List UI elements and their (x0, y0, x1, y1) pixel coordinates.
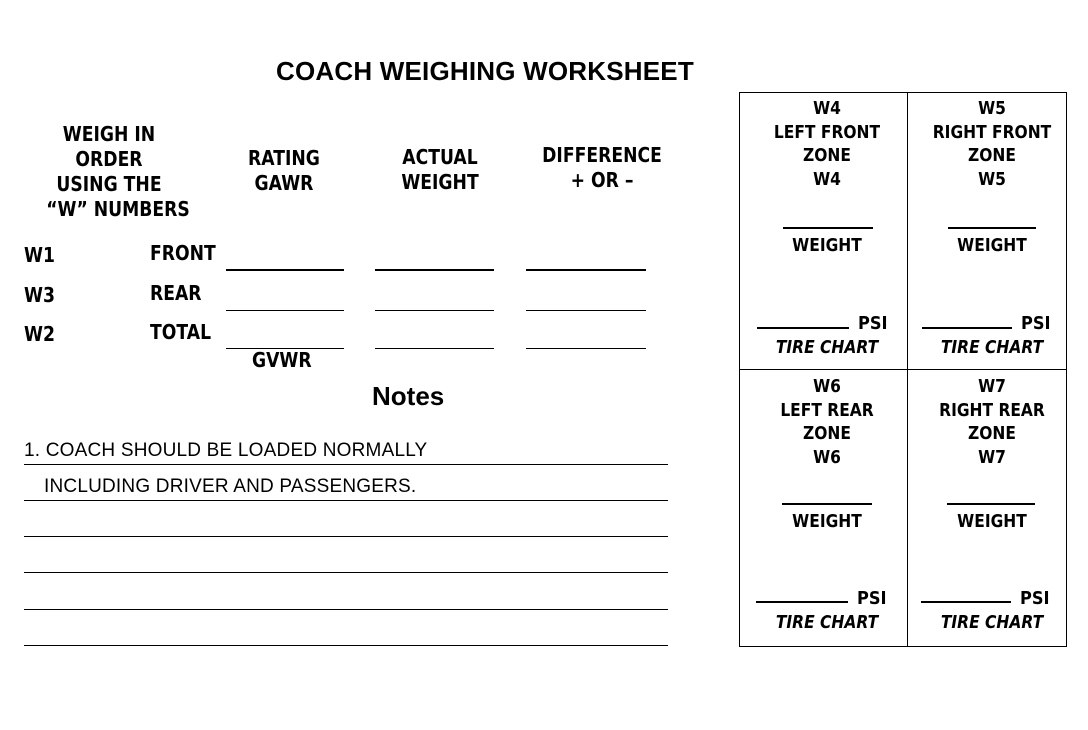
order-header-line-3: USING THE (56, 172, 162, 196)
zone-label: ZONE (803, 423, 851, 444)
zone-id: W6 (813, 446, 841, 468)
weight-label: WEIGHT (957, 235, 1027, 256)
actual-header-line-2: WEIGHT (401, 170, 479, 194)
rear-actual-input-line[interactable] (375, 310, 494, 311)
psi-label: PSI (1021, 313, 1051, 334)
actual-header-line-1: ACTUAL (402, 145, 478, 169)
note-line-2: INCLUDING DRIVER AND PASSENGERS. (44, 476, 417, 497)
zone-title: RIGHT FRONT (932, 121, 1052, 143)
note-rule[interactable] (24, 572, 668, 573)
rear-difference-input-line[interactable] (526, 310, 646, 311)
weight-input-line[interactable] (783, 227, 873, 229)
order-header-line-2: ORDER (75, 147, 143, 171)
note-rule (24, 464, 668, 465)
note-rule[interactable] (24, 645, 668, 646)
rating-header-line-2: GAWR (254, 171, 314, 195)
front-rating-input-line[interactable] (226, 269, 344, 271)
zone-label: ZONE (803, 145, 851, 166)
psi-label: PSI (1020, 588, 1050, 609)
psi-label: PSI (858, 313, 888, 334)
weight-label: WEIGHT (957, 511, 1027, 532)
weight-label: WEIGHT (792, 511, 862, 532)
rating-column-header (236, 146, 332, 196)
row-rear-label: REAR (150, 281, 202, 305)
zone-id: W4 (813, 168, 841, 190)
rear-rating-input-line[interactable] (226, 310, 344, 311)
zone-title: RIGHT REAR (939, 399, 1045, 421)
note-rule[interactable] (24, 536, 668, 537)
psi-input-line[interactable] (756, 601, 848, 603)
psi-input-line[interactable] (921, 601, 1011, 603)
psi-input-line[interactable] (922, 327, 1012, 329)
rating-header-line-1: RATING (248, 146, 320, 170)
zone-header (921, 375, 1062, 469)
note-line-1: 1. COACH SHOULD BE LOADED NORMALLY (24, 440, 428, 461)
front-difference-input-line[interactable] (526, 269, 646, 271)
front-actual-input-line[interactable] (375, 269, 494, 271)
weight-label: WEIGHT (792, 235, 862, 256)
zone-title: LEFT FRONT (773, 121, 881, 143)
zone-id: W5 (978, 98, 1006, 119)
zone-label: ZONE (968, 145, 1016, 166)
row-w2-number: W2 (24, 322, 55, 346)
tire-chart-label: TIRE CHART (940, 337, 1044, 358)
total-actual-input-line[interactable] (375, 348, 494, 349)
psi-label: PSI (857, 588, 887, 609)
row-front-label: FRONT (150, 241, 216, 265)
order-header-line-4: “W” NUMBERS (46, 197, 190, 221)
zone-right-rear (910, 371, 1074, 647)
order-header-line-1: WEIGH IN (62, 122, 156, 146)
zone-left-rear (745, 371, 909, 647)
row-w3-number: W3 (24, 283, 55, 307)
page-title: COACH WEIGHING WORKSHEET (276, 56, 694, 86)
zone-id: W7 (978, 376, 1006, 397)
zone-title: LEFT REAR (780, 399, 874, 421)
tire-chart-label: TIRE CHART (775, 337, 879, 358)
zone-id: W4 (813, 98, 841, 119)
zone-id: W6 (813, 376, 841, 397)
zone-label: ZONE (968, 423, 1016, 444)
weight-input-line[interactable] (947, 503, 1035, 505)
tire-chart-label: TIRE CHART (940, 612, 1044, 633)
zone-right-front (910, 93, 1074, 369)
note-rule (24, 500, 668, 501)
row-total-label: TOTAL (150, 320, 212, 344)
zone-header (756, 375, 897, 469)
zone-header (921, 97, 1062, 191)
zone-header (756, 97, 897, 191)
grid-divider (739, 369, 1067, 370)
gvwr-label: GVWR (252, 348, 312, 372)
difference-header-line-1: DIFFERENCE (542, 143, 662, 167)
difference-column-header (535, 143, 669, 193)
zone-id: W7 (978, 446, 1006, 468)
psi-input-line[interactable] (757, 327, 849, 329)
zone-left-front (745, 93, 909, 369)
tire-chart-label: TIRE CHART (775, 612, 879, 633)
weight-input-line[interactable] (782, 503, 872, 505)
total-difference-input-line[interactable] (526, 348, 646, 349)
order-column-header (46, 122, 190, 222)
note-rule[interactable] (24, 609, 668, 610)
notes-title: Notes (372, 381, 445, 411)
actual-column-header (388, 145, 491, 195)
row-w1-number: W1 (24, 243, 55, 267)
difference-header-line-2: + OR – (570, 168, 634, 192)
weight-input-line[interactable] (948, 227, 1036, 229)
zone-id: W5 (978, 168, 1006, 190)
